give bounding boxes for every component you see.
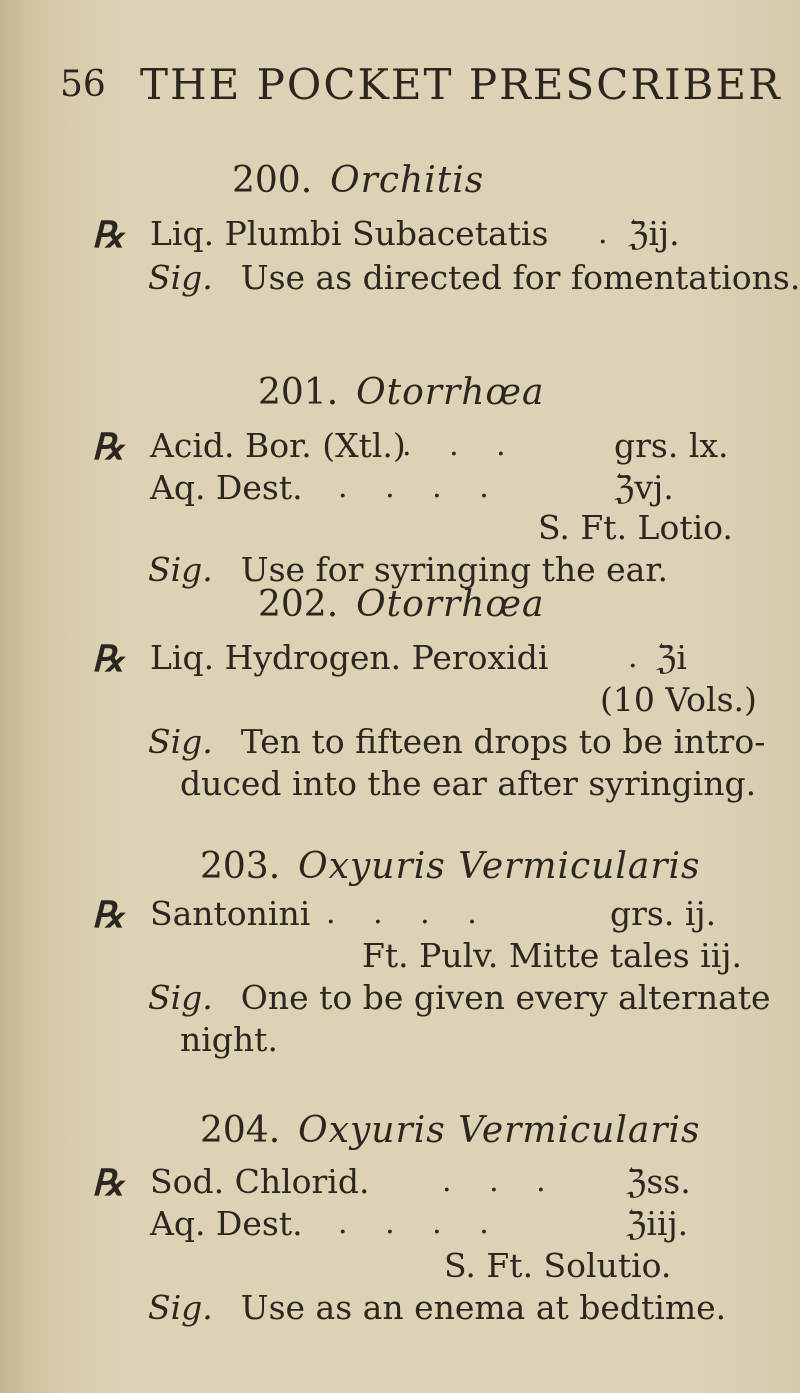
rx-symbol: ℞ xyxy=(92,638,125,680)
sig-label: Sig. xyxy=(148,258,213,297)
prescription-title: Orchitis xyxy=(330,160,485,201)
directions-line: night. xyxy=(180,1020,278,1059)
ingredient-leader: . . . . xyxy=(338,470,503,505)
prescription-number: 204. xyxy=(200,1110,281,1151)
prescription-heading xyxy=(232,160,484,201)
directions xyxy=(148,722,765,761)
ingredient-qty: grs. lx. xyxy=(614,426,729,465)
directions-line: Ten to fifteen drops to be intro- xyxy=(240,722,766,761)
prescription-heading xyxy=(200,1110,701,1151)
ingredient-name: Aq. Dest. xyxy=(150,468,303,507)
prescription-title: Otorrhœa xyxy=(356,584,545,625)
directions xyxy=(148,258,800,297)
prescription-heading xyxy=(258,372,544,413)
sig-label: Sig. xyxy=(148,1288,213,1327)
ingredient-leader: . xyxy=(628,640,652,675)
ingredient-leader: . . . . xyxy=(326,896,491,931)
ingredient-name: Santonini xyxy=(150,894,311,933)
ingredient-qty: ℨss. xyxy=(626,1162,691,1201)
prescription-title: Otorrhœa xyxy=(356,372,545,413)
ingredient-name: Aq. Dest. xyxy=(150,1204,303,1243)
directions-line: Use as directed for fomentations. xyxy=(240,258,800,297)
directions xyxy=(148,1288,726,1327)
ingredient-qty: ℨiij. xyxy=(626,1204,689,1243)
prescription-number: 201. xyxy=(258,372,339,413)
rx-symbol: ℞ xyxy=(92,426,125,468)
prescription-number: 203. xyxy=(200,846,281,887)
prescription-heading xyxy=(200,846,701,887)
rx-symbol: ℞ xyxy=(92,894,125,936)
ingredient-name: Sod. Chlorid. xyxy=(150,1162,370,1201)
sig-label: Sig. xyxy=(148,722,213,761)
ingredient-name: Liq. Plumbi Subacetatis xyxy=(150,214,549,253)
running-head: THE POCKET PRESCRIBER xyxy=(140,60,782,109)
ingredient-qty: ℨvj. xyxy=(614,468,674,507)
directions-line: Use as an enema at bedtime. xyxy=(240,1288,727,1327)
ingredient-name: Liq. Hydrogen. Peroxidi xyxy=(150,638,549,677)
prescription-number: 200. xyxy=(232,160,313,201)
ingredient-qty: grs. ij. xyxy=(610,894,717,933)
directions-line: duced into the ear after syringing. xyxy=(180,764,757,803)
formula: Ft. Pulv. Mitte tales iij. xyxy=(362,936,743,975)
prescription-heading xyxy=(258,584,544,625)
formula: S. Ft. Lotio. xyxy=(538,508,733,547)
ingredient-leader: . . . xyxy=(442,1164,560,1199)
ingredient-leader: . . . xyxy=(402,428,520,463)
prescription-title: Oxyuris Vermicularis xyxy=(298,846,701,887)
prescription-number: 202. xyxy=(258,584,339,625)
sig-label: Sig. xyxy=(148,550,213,589)
formula: S. Ft. Solutio. xyxy=(444,1246,672,1285)
sig-label: Sig. xyxy=(148,978,213,1017)
ingredient-leader: . xyxy=(598,216,622,251)
prescription-title: Oxyuris Vermicularis xyxy=(298,1110,701,1151)
ingredient-qty: ℨi xyxy=(656,638,687,677)
rx-symbol: ℞ xyxy=(92,1162,125,1204)
page-number: 56 xyxy=(60,64,106,105)
ingredient-qty: ℨij. xyxy=(628,214,680,253)
ingredient-name: Acid. Bor. (Xtl.) xyxy=(150,426,406,465)
rx-symbol: ℞ xyxy=(92,214,125,256)
directions-line: Use for syringing the ear. xyxy=(240,550,668,589)
directions-line: One to be given every alternate xyxy=(240,978,771,1017)
formula: (10 Vols.) xyxy=(600,680,757,719)
directions xyxy=(148,978,771,1017)
ingredient-leader: . . . . xyxy=(338,1206,503,1241)
